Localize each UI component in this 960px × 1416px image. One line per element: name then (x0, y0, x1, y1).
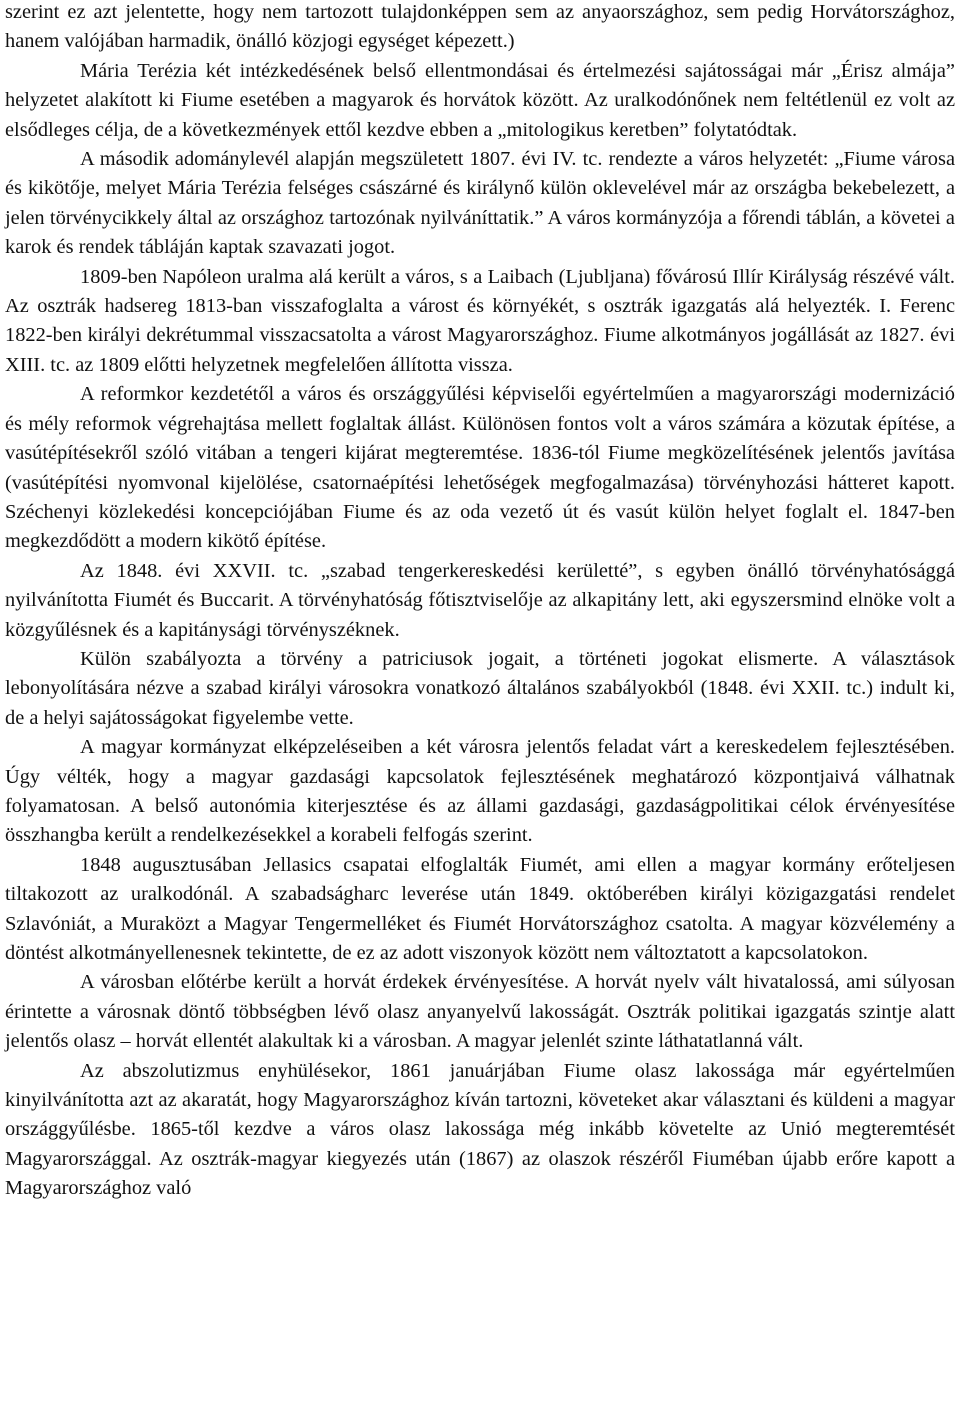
paragraph-trade-development: A magyar kormányzat elképzeléseiben a két városra jelentős feladat várt a kereskedelem fejlesztésében. Úgy vélték, hogy a magyar gazdasági kapcsolatok fejlesztésének meghatározó központjaivá válhatnak folyamatosan. A belső autonómia kiterjesztése és az állami gazdasági, gazdaságpolitikai célok érvényesítése összhangba került a rendelkezésekkel a korabeli felfogás szerint. (5, 736, 955, 847)
paragraph-continuation: szerint ez azt jelentette, hogy nem tartozott tulajdonképpen sem az anyaországhoz, sem pedig Horvátországhoz, hanem valójában harmadik, önálló közjogi egységet képezett.) (5, 1, 955, 53)
paragraph-patricians: Külön szabályozta a törvény a patriciusok jogait, a történeti jogokat elismerte. A választások lebonyolítására nézve a szabad királyi városokra vonatkozó általános szabályokból (1848. évi XXII. tc.) indult ki, de a helyi sajátosságokat figyelembe vette. (5, 647, 955, 729)
paragraph-1807-law: A második adománylevél alapján megszületett 1807. évi IV. tc. rendezte a város helyzetét: „Fiume városa és kikötője, melyet Mária Terézia felséges császárné és királynő külön oklevelével már az országba bekebelezett, a jelen törvénycikkely által az országhoz tartozónak nyilváníttatik.” A város kormányzója a főrendi táblán, a követei a karok és rendek tábláján kaptak szavazati jogot. (5, 148, 955, 259)
paragraph-maria-terezia: Mária Terézia két intézkedésének belső ellentmondásai és értelmezési sajátosságai már „Érisz almája” helyzetet alakított ki Fiume esetében a magyarok és horvátok között. Az uralkodónőnek nem feltétlenül ez volt az elsődleges célja, de a következmények ettől kezdve ebben a „mitologikus keretben” folytatódtak. (5, 59, 955, 141)
paragraph-absolutism: Az abszolutizmus enyhülésekor, 1861 januárjában Fiume olasz lakossága már egyértelműen kinyilvánította azt az akaratát, hogy Magyarországhoz kíván tartozni, követeket akar választani és küldeni a magyar országgyűlésbe. 1865-től kezdve a város olasz lakossága még inkább követelte az Unió megteremtését Magyarországgal. Az osztrák-magyar kiegyezés után (1867) az olaszok részéről Fiuméban újabb erőre kapott a Magyarországhoz való (5, 1059, 955, 1200)
paragraph-napoleon: 1809-ben Napóleon uralma alá került a város, s a Laibach (Ljubljana) fővárosú Illír Királyság részévé vált. Az osztrák hadsereg 1813-ban visszafoglalta a várost és környékét, s osztrák igazgatás alá helyezték. I. Ferenc 1822-ben királyi dekrétummal visszacsatolta a várost Magyarországhoz. Fiume alkotmányos jogállását az 1827. évi XIII. tc. az 1809 előtti helyzetnek megfelelően állította vissza. (5, 265, 955, 376)
paragraph-1848-law: Az 1848. évi XXVII. tc. „szabad tengerkereskedési kerületté”, s egyben önálló törvényhatósággá nyilvánította Fiumét és Buccarit. A törvényhatóság főtisztviselője az alkapitány lett, aki egyszersmind elnöke volt a közgyűlésnek és a kapitánysági törvényszéknek. (5, 559, 955, 641)
paragraph-reform-era: A reformkor kezdetétől a város és országgyűlési képviselői egyértelműen a magyarországi modernizáció és mély reformok végrehajtása mellett foglaltak állást. Különösen fontos volt a város számára a közutak építése, a vasútépítésekről szóló vitában a tengeri kijárat megteremtése. 1836-tól Fiume megközelítésének jelentős javítása (vasútépítési nyomvonal kijelölése, csatornaépítési lehetőségek megfogalmazása) törvényhozási hátteret kapott. Széchenyi közlekedési koncepciójában Fiume és az oda vezető út és vasút külön helyet foglalt el. 1847-ben megkezdődött a modern kikötő építése. (5, 383, 955, 553)
paragraph-jellasics: 1848 augusztusában Jellasics csapatai elfoglalták Fiumét, ami ellen a magyar kormány erőteljesen tiltakozott az uralkodónál. A szabadságharc leverése után 1849. októberében királyi közigazgatási rendelet Szlavóniát, a Muraközt a Magyar Tengermelléket és Fiumét Horvátországhoz csatolta. A magyar közvélemény a döntést alkotmányellenesnek tekintette, de ez az adott viszonyok között nem változtatott a kapcsolatokon. (5, 853, 955, 964)
paragraph-croatian-interests: A városban előtérbe került a horvát érdekek érvényesítése. A horvát nyelv vált hivatalossá, ami súlyosan érintette a városnak döntő többségben lévő olasz anyanyelvű lakosságát. Osztrák politikai igazgatás szintje alatt jelentős olasz – horvát ellentét alakultak ki a városban. A magyar jelenlét szinte láthatatlanná vált. (5, 971, 955, 1053)
